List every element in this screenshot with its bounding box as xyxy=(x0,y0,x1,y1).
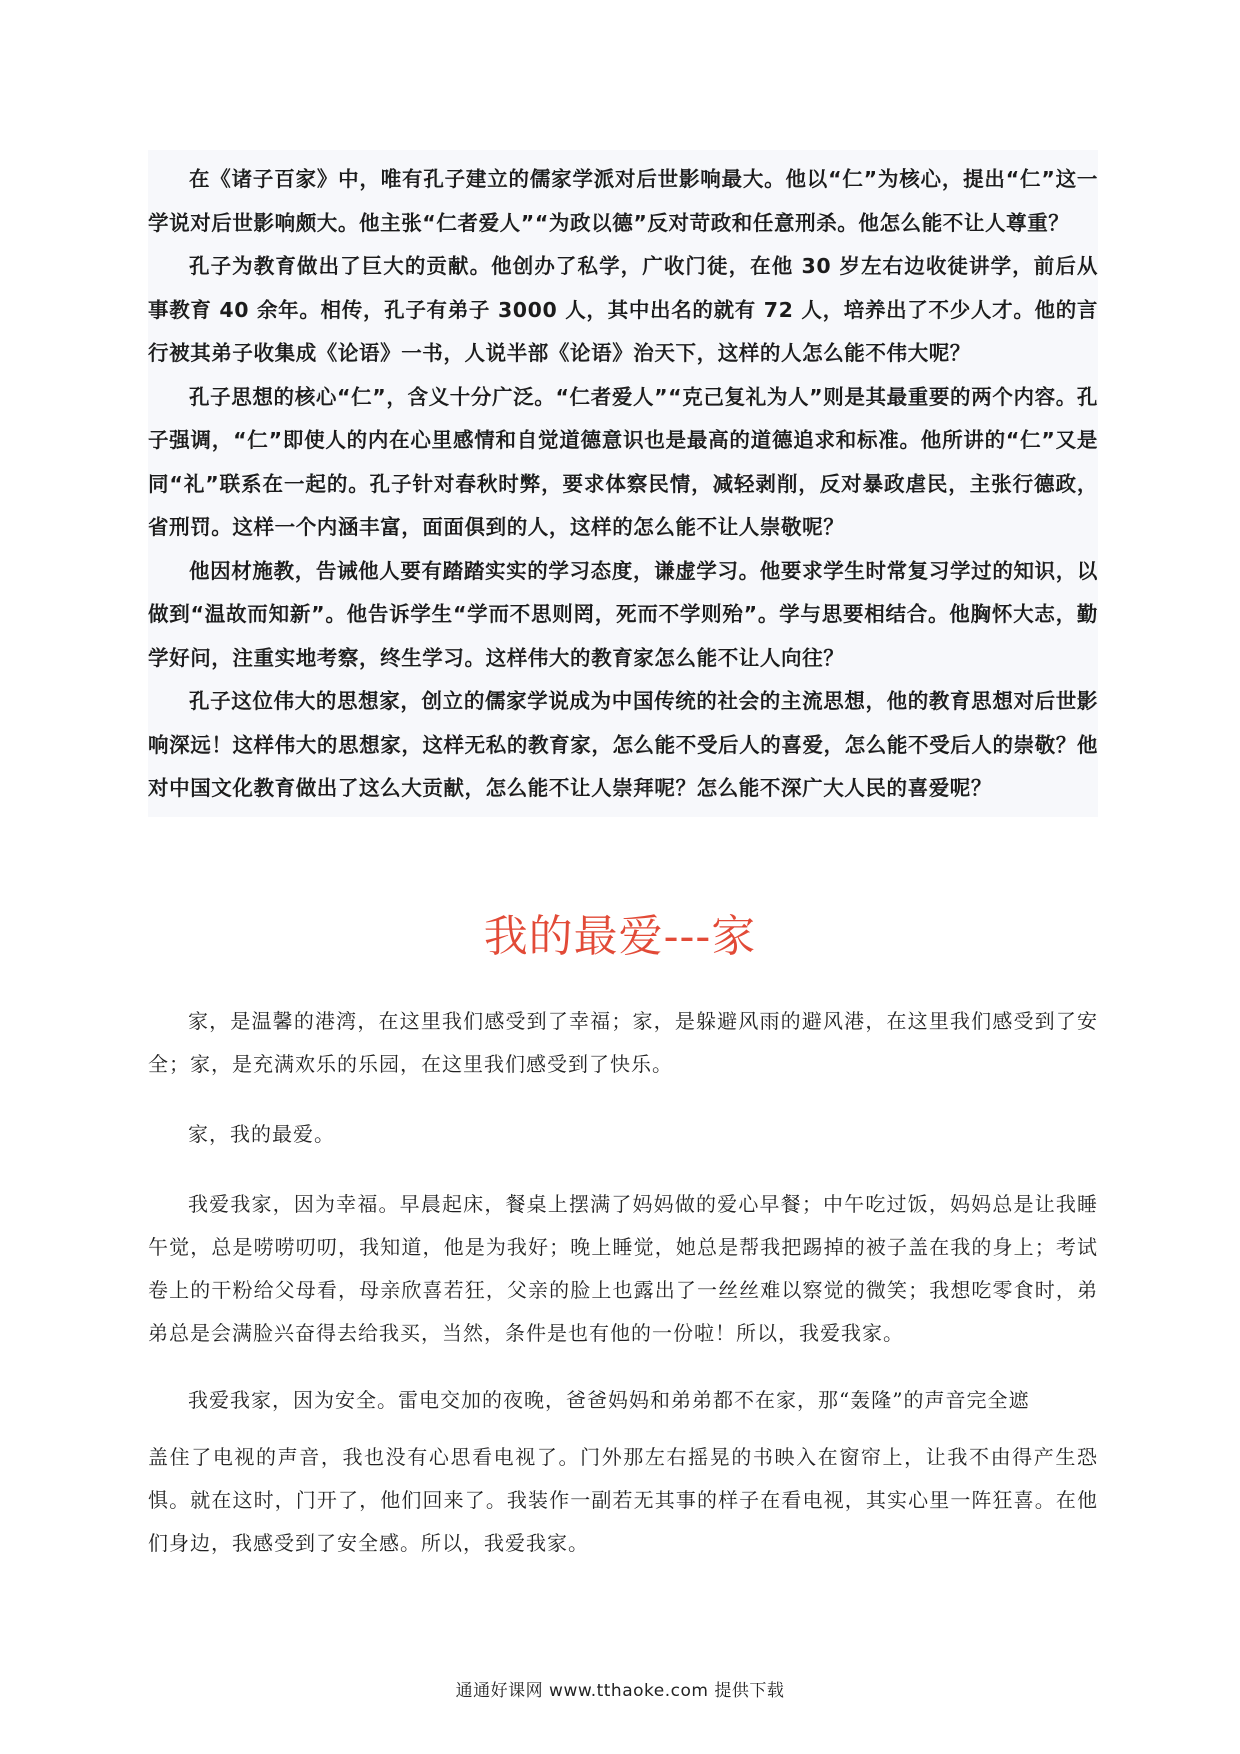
essay2-paragraph-1: 家，是温馨的港湾，在这里我们感受到了幸福；家，是躲避风雨的避风港，在这里我们感受到了安全；家，是充满欢乐的乐园，在这里我们感受到了快乐。 xyxy=(148,1009,1098,1076)
essay1-paragraph-2: 孔子为教育做出了巨大的贡献。他创办了私学，广收门徒，在他 30 岁左右边收徒讲学，前后从事教育 40 余年。相传，孔子有弟子 3000 人，其中出名的就有 72 人，培养出了不少人才。他的言行被其弟子收集成《论语》一书，人说半部《论语》治天下，这样的人怎么能不伟大呢？ xyxy=(148,254,1098,365)
essay1-paragraph-5: 孔子这位伟大的思想家，创立的儒家学说成为中国传统的社会的主流思想，他的教育思想对后世影响深远！这样伟大的思想家，这样无私的教育家，怎么能不受后人的喜爱，怎么能不受后人的崇敬？他对中国文化教育做出了这么大贡献，怎么能不让人崇拜呢？怎么能不深广大人民的喜爱呢？ xyxy=(148,689,1098,800)
essay1-paragraph-1: 在《诸子百家》中，唯有孔子建立的儒家学派对后世影响最大。他以“仁”为核心，提出“仁”这一学说对后世影响颇大。他主张“仁者爱人”“为政以德”反对苛政和任意刑杀。他怎么能不让人尊重？ xyxy=(148,167,1098,235)
home-essay xyxy=(148,1000,1098,1565)
essay2-paragraph-2: 家，我的最爱。 xyxy=(188,1122,335,1146)
essay2-paragraph-4 xyxy=(148,1379,1098,1565)
essay2-paragraph-4-first-line: 我爱我家，因为安全。雷电交加的夜晚，爸爸妈妈和弟弟都不在家，那“轰隆”的声音完全遮 xyxy=(188,1388,1030,1412)
confucius-essay xyxy=(148,150,1098,817)
footer-credit: 通通好课网 www.tthaoke.com 提供下载 xyxy=(455,1681,785,1701)
essay2-paragraph-3: 我爱我家，因为幸福。早晨起床，餐桌上摆满了妈妈做的爱心早餐；中午吃过饭，妈妈总是让我睡午觉，总是唠唠叨叨，我知道，他是为我好；晚上睡觉，她总是帮我把踢掉的被子盖在我的身上；考试卷上的干粉给父母看，母亲欣喜若狂，父亲的脸上也露出了一丝丝难以察觉的微笑；我想吃零食时，弟弟总是会满脸兴奋得去给我买，当然，条件是也有他的一份啦！所以，我爱我家。 xyxy=(148,1192,1098,1345)
essay1-paragraph-3: 孔子思想的核心“仁”，含义十分广泛。“仁者爱人”“克己复礼为人”则是其最重要的两个内容。孔子强调，“仁”即使人的内在心里感情和自觉道德意识也是最高的道德追求和标准。他所讲的“仁”又是同“礼”联系在一起的。孔子针对春秋时弊，要求体察民情，减轻剥削，反对暴政虐民，主张行德政，省刑罚。这样一个内涵丰富，面面俱到的人，这样的怎么能不让人崇敬呢？ xyxy=(148,384,1098,539)
essay-title: 我的最爱---家 xyxy=(483,911,757,962)
essay1-paragraph-4: 他因材施教，告诫他人要有踏踏实实的学习态度，谦虚学习。他要求学生时常复习学过的知识，以做到“温故而知新”。他告诉学生“学而不思则罔，死而不学则殆”。学与思要相结合。他胸怀大志，勤学好问，注重实地考察，终生学习。这样伟大的教育家怎么能不让人向往？ xyxy=(148,558,1098,670)
essay2-paragraph-4-continuation: 盖住了电视的声音，我也没有心思看电视了。门外那左右摇晃的书映入在窗帘上，让我不由得产生恐惧。就在这时，门开了，他们回来了。我装作一副若无其事的样子在看电视，其实心里一阵狂喜。在他们身边，我感受到了安全感。所以，我爱我家。 xyxy=(148,1445,1098,1555)
